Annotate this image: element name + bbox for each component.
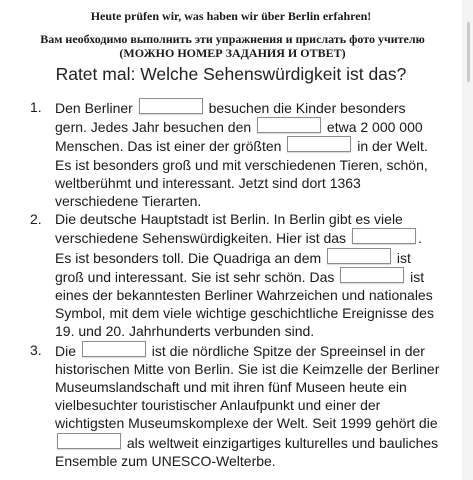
answer-blank[interactable] (340, 267, 404, 283)
answer-blank[interactable] (82, 341, 146, 357)
vertical-scrollbar[interactable] (462, 0, 473, 480)
item-text: in der Welt. Es ist besonders groß und mit verschiedenen Tieren, schön, weltberühmt und interessant. Jetzt sind dort 1363 verschiedene Tierarten. (55, 138, 428, 210)
item-text: ist groß und interessant. Sie ist sehr schön. Das (55, 249, 411, 285)
item-text: etwa 2 000 000 Menschen. Das ist einer der größten (55, 119, 423, 155)
item-text: . Es ist besonders toll. Die Quadriga an dem (55, 230, 422, 266)
item-text: Den Berliner (55, 100, 133, 116)
item-number: 3. (30, 341, 42, 358)
exercise-item-3 (30, 341, 440, 470)
answer-blank[interactable] (57, 433, 121, 449)
item-number: 1. (30, 99, 42, 115)
item-number: 2. (30, 211, 42, 228)
item-text: Die deutsche Hauptstadt ist Berlin. In Berlin gibt es viele verschiedene Sehenswürdigkeiten. Hier ist das (55, 211, 403, 247)
exercise-item-2 (30, 210, 440, 340)
item-text: als weltweit einzigartiges kulturelles und bauliches Ensemble zum UNESCO-Welterbe. (55, 434, 439, 469)
item-text: ist die nördliche Spitze der Spreeinsel in der historischen Mitte von Berlin. Sie ist die Keimzelle der Berliner Museumslandschaft und mit ihren fünf Museen heute ein vielbesuchter touristischer Anlaufpunkt und einer der wichtigsten Museumskomplexe der Welt. Seit 1999 gehört die (55, 342, 440, 432)
exercise-title: Ratet mal: Welche Sehenswürdigkeit ist das? (55, 64, 407, 84)
answer-blank[interactable] (287, 136, 351, 152)
item-text: besuchen die Kinder besonders gern. Jedes Jahr besuchen den (55, 100, 406, 136)
exercise-item-1 (30, 98, 440, 210)
item-text: Die (55, 342, 77, 359)
header-line-russian: Вам необходимо выполнить эти упражнения и прислать фото учителю (МОЖНО НОМЕР ЗАДАНИЯ И ОТВЕТ) (40, 32, 425, 60)
answer-blank[interactable] (327, 248, 391, 264)
scrollbar-thumb[interactable] (467, 22, 470, 82)
answer-blank[interactable] (257, 117, 321, 133)
answer-blank[interactable] (352, 228, 416, 244)
header-line-german: Heute prüfen wir, was haben wir über Berlin erfahren! (90, 9, 372, 23)
exercise-list (30, 98, 440, 470)
answer-blank[interactable] (139, 98, 203, 114)
item-text: ist eines der bekanntesten Berliner Wahrzeichen und nationales Symbol, mit dem viele wichtige geschichtliche Ereignisse des 19. und 20. Jahrhunderts verbunden sind. (55, 268, 434, 340)
